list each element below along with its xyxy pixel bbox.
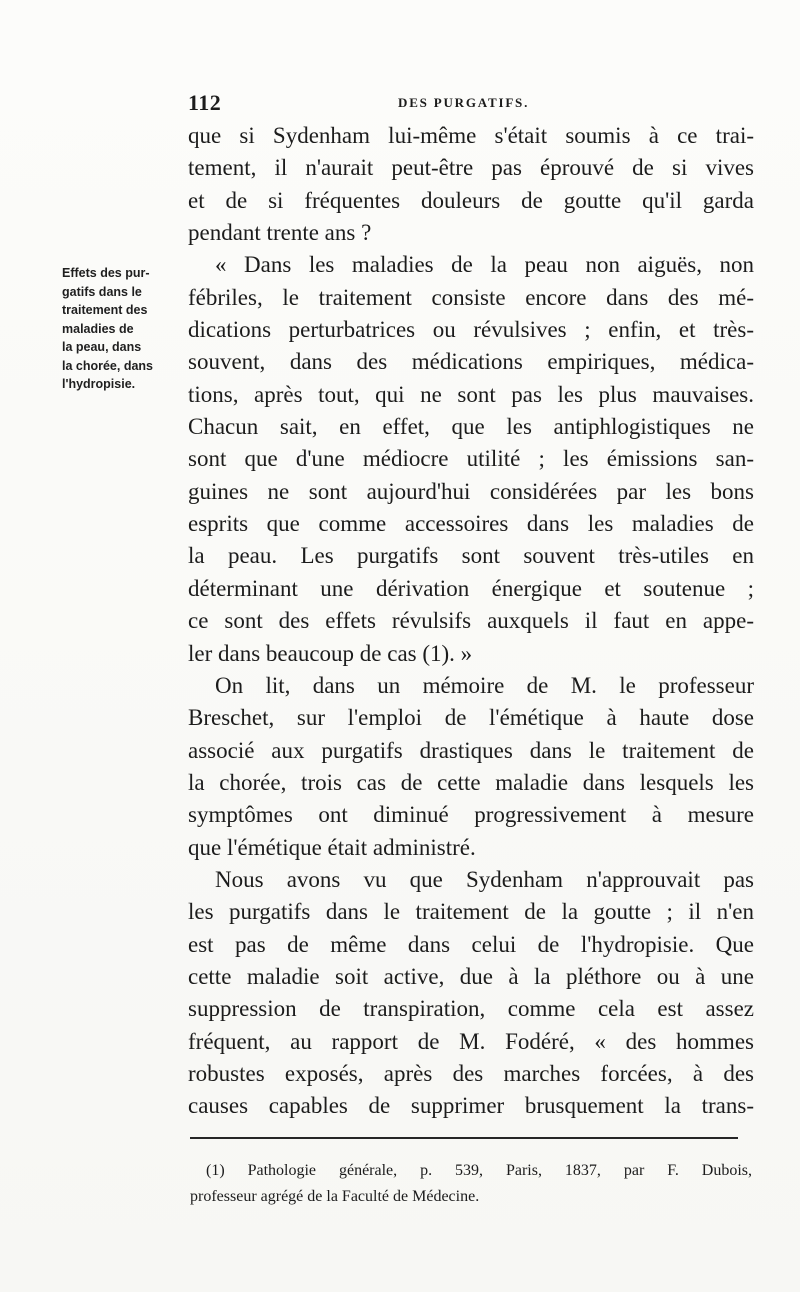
body-line: dications perturbatrices ou révulsives ; enfin, et très-: [188, 317, 754, 343]
body-line: cette maladie soit active, due à la pléthore ou à une: [188, 963, 754, 989]
body-line: que l'émétique était administré.: [188, 834, 476, 860]
body-line: est pas de même dans celui de l'hydropisie. Que: [188, 931, 754, 957]
body-line: la chorée, trois cas de cette maladie dans lesquels les: [188, 769, 754, 795]
body-line: pendant trente ans ?: [188, 220, 372, 246]
body-line: les purgatifs dans le traitement de la goutte ; il n'en: [188, 899, 754, 925]
body-line: guines ne sont aujourd'hui considérées par les bons: [188, 478, 754, 504]
body-line: On lit, dans un mémoire de M. le professeur: [215, 672, 754, 698]
body-line: que si Sydenham lui-même s'était soumis à ce trai-: [188, 123, 754, 148]
body-line: fréquent, au rapport de M. Fodéré, « des hommes: [188, 1028, 754, 1054]
margin-note: Effets des pur- gatifs dans le traitement des maladies de la peau, dans la chorée, dans l'hydropisie.: [62, 266, 154, 391]
footnote-line: professeur agrégé de la Faculté de Médecine.: [190, 1188, 480, 1205]
body-line: souvent, dans des médications empiriques, médica-: [188, 349, 754, 375]
body-line: Breschet, sur l'emploi de l'émétique à haute dose: [188, 705, 754, 731]
body-line: et de si fréquentes douleurs de goutte qu'il garda: [188, 187, 754, 213]
body-line: ler dans beaucoup de cas (1). »: [188, 640, 473, 666]
body-line: « Dans les maladies de la peau non aiguës, non: [215, 252, 754, 278]
page-number: 112: [188, 90, 222, 115]
body-line: sont que d'une médiocre utilité ; les émissions san-: [188, 446, 754, 472]
footnote-line: (1) Pathologie générale, p. 539, Paris, 1837, par F. Dubois,: [206, 1162, 752, 1179]
body-line: robustes exposés, après des marches forcées, à des: [188, 1060, 754, 1086]
body-line: suppression de transpiration, comme cela est assez: [188, 996, 754, 1022]
body-line: déterminant une dérivation énergique et soutenue ;: [188, 575, 754, 601]
body-line: Nous avons vu que Sydenham n'approuvait pas: [215, 866, 754, 892]
body-line: associé aux purgatifs drastiques dans le traitement de: [188, 737, 754, 763]
body-line: fébriles, le traitement consiste encore dans des mé-: [188, 284, 754, 310]
body-text: [188, 120, 754, 1123]
body-line: symptômes ont diminué progressivement à mesure: [188, 802, 754, 828]
body-line: tions, après tout, qui ne sont pas les plus mauvaises.: [188, 381, 754, 407]
body-line: Chacun sait, en effet, que les antiphlogistiques ne: [188, 414, 754, 440]
footnote: [190, 1158, 752, 1210]
body-line: esprits que comme accessoires dans les maladies de: [188, 511, 754, 537]
page-header: [188, 90, 750, 114]
footnote-divider: [190, 1137, 738, 1139]
body-line: tement, il n'aurait peut-être pas éprouvé de si vives: [188, 155, 754, 181]
running-head: DES PURGATIFS.: [398, 95, 530, 110]
body-line: causes capables de supprimer brusquement la trans-: [188, 1093, 754, 1119]
body-line: ce sont des effets révulsifs auxquels il faut en appe-: [188, 608, 754, 634]
body-line: la peau. Les purgatifs sont souvent très-utiles en: [188, 543, 754, 569]
